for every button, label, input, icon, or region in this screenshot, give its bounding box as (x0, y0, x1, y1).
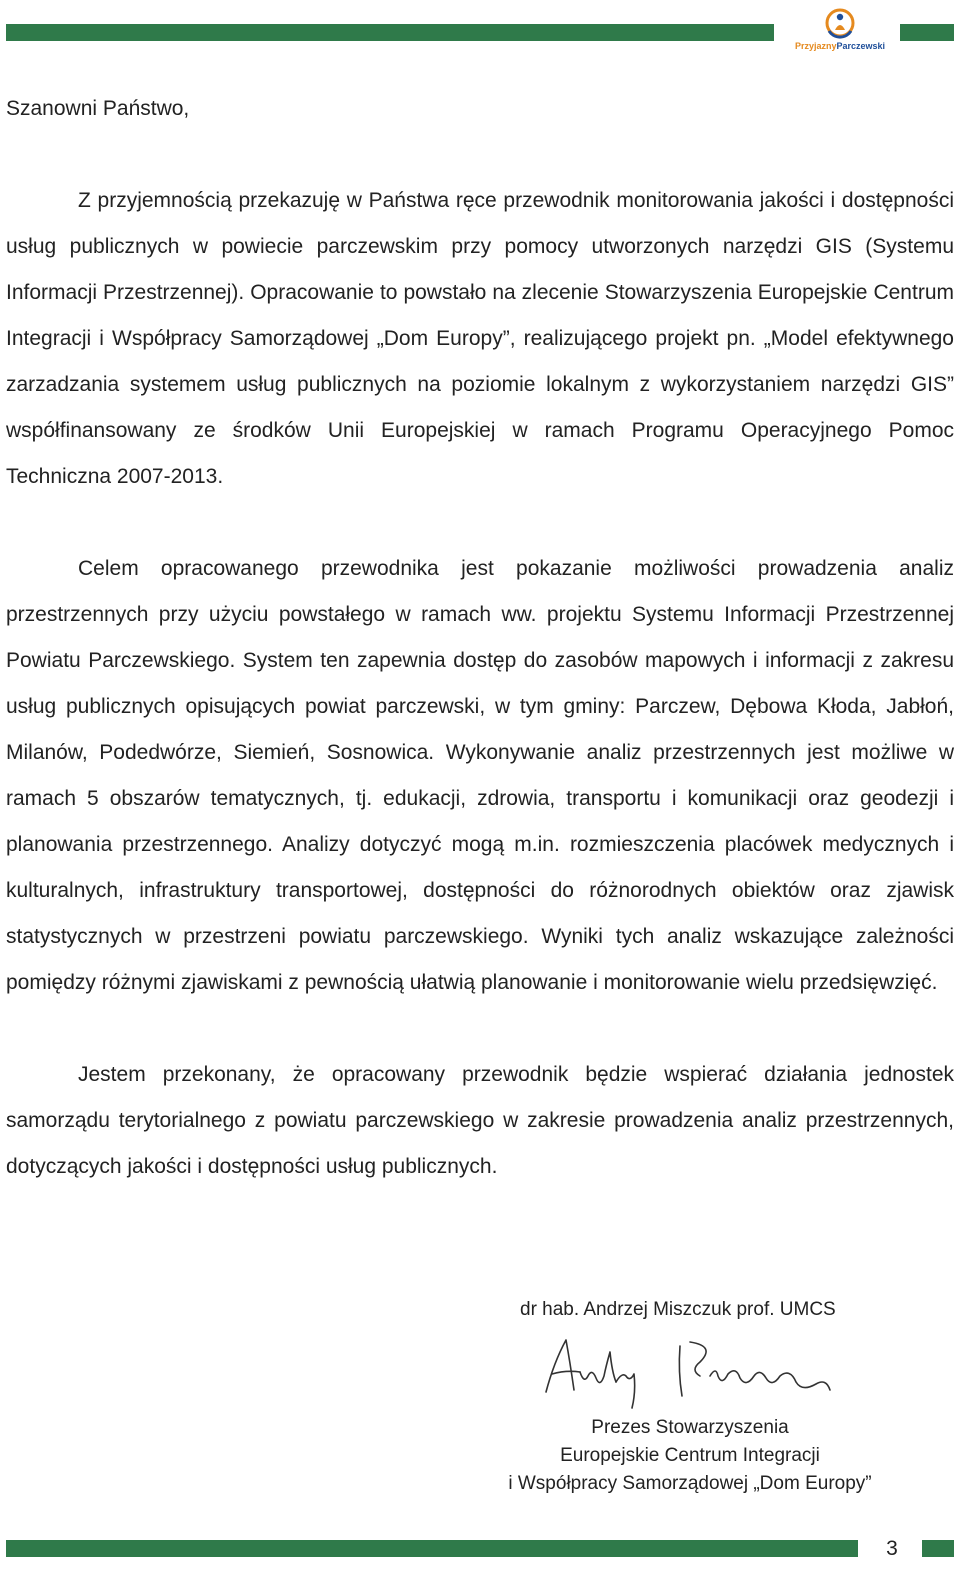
page-number: 3 (886, 1537, 898, 1560)
greeting: Szanowni Państwo, (6, 97, 190, 120)
signatory-role-line: Europejskie Centrum Integracji (560, 1445, 820, 1466)
signature-scribble-icon (540, 1332, 840, 1414)
handwritten-signature (540, 1332, 840, 1414)
paragraph-purpose: Celem opracowanego przewodnika jest pokazanie możliwości prowadzenia analiz przestrzennych przy użyciu powstałego w ramach ww. projektu Systemu Informacji Przestrzennej Powiatu Parczewskiego. System ten zapewnia dostęp do zasobów mapowych i informacji z zakresu usług publicznych opisujących powiat parczewski, w tym gminy: Parczew, Dębowa Kłoda, Jabłoń, Milanów, Podedwórze, Siemień, Sosnowica. Wykonywanie analiz przestrzennych jest możliwe w ramach 5 obszarów tematycznych, tj. edukacji, zdrowia, transportu i komunikacji oraz geodezji i planowania przestrzennego. Analizy dotyczyć mogą m.in. rozmieszczenia placówek medycznych i kulturalnych, infrastruktury transportowej, dostępności do różnorodnych obiektów oraz zjawisk statystycznych w przestrzeni powiatu parczewskiego. Wyniki tych analiz wskazujące zależności pomiędzy różnymi zjawiskami z pewnością ułatwią planowanie i monitorowanie wielu przedsięwzięć. (6, 557, 954, 994)
letter-body (6, 86, 954, 1190)
signatory-role-line: i Współpracy Samorządowej „Dom Europy” (508, 1473, 872, 1494)
signatory-role (480, 1414, 900, 1498)
logo-wordmark (790, 41, 890, 51)
person-circle-icon (820, 6, 860, 40)
przyjazny-parczewski-logo (790, 6, 890, 54)
logo-text-przyjazny: Przyjazny (794, 41, 837, 51)
footer-band-right (922, 1540, 954, 1557)
header-band (6, 24, 774, 41)
signatory-role-line: Prezes Stowarzyszenia (591, 1417, 789, 1438)
paragraph-closing: Jestem przekonany, że opracowany przewodnik będzie wspierać działania jednostek samorządu terytorialnego z powiatu parczewskiego w zakresie prowadzenia analiz przestrzennych, dotyczących jakości i dostępności usług publicznych. (6, 1063, 954, 1178)
logo-text-parczewski: Parczewski (836, 41, 886, 51)
header-band-right (900, 24, 954, 41)
signatory-name: dr hab. Andrzej Miszczuk prof. UMCS (520, 1299, 836, 1320)
signature-block (480, 1296, 900, 1498)
footer-band (6, 1540, 858, 1557)
paragraph-intro: Z przyjemnością przekazuję w Państwa ręce przewodnik monitorowania jakości i dostępności usług publicznych w powiecie parczewskim przy pomocy utworzonych narzędzi GIS (Systemu Informacji Przestrzennej). Opracowanie to powstało na zlecenie Stowarzyszenia Europejskie Centrum Integracji i Współpracy Samorządowej „Dom Europy”, realizującego projekt pn. „Model efektywnego zarzadzania systemem usług publicznych na poziomie lokalnym z wykorzystaniem narzędzi GIS” współfinansowany ze środków Unii Europejskiej w ramach Programu Operacyjnego Pomoc Techniczna 2007-2013. (6, 189, 954, 488)
